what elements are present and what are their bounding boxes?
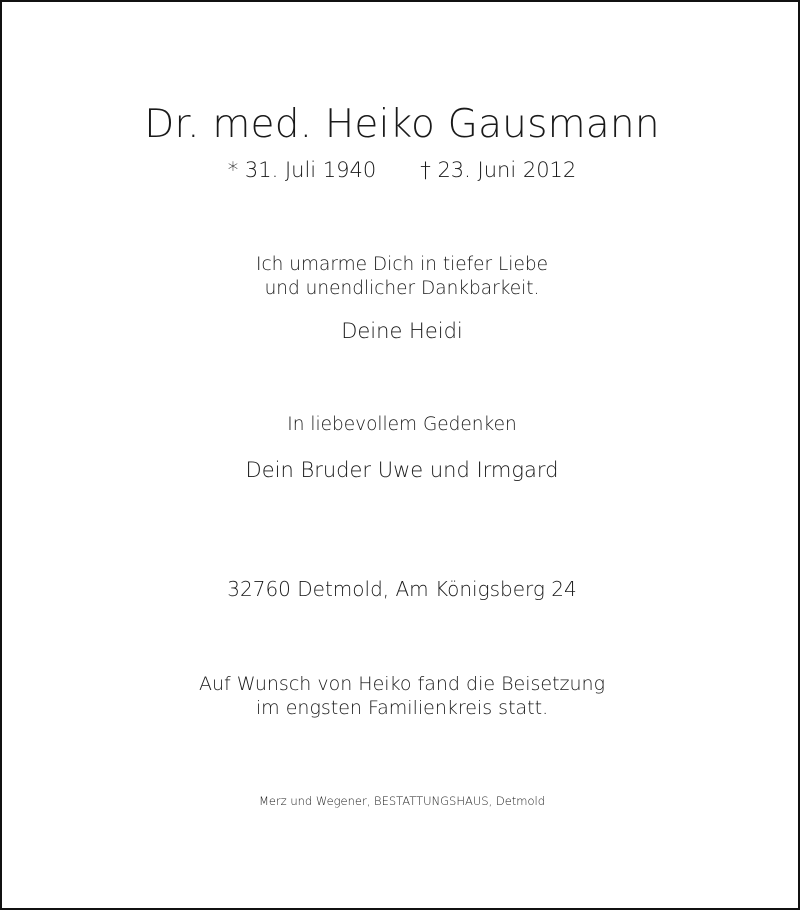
life-dates: [2, 158, 800, 182]
heidi-message-line-1: Ich umarme Dich in tiefer Liebe: [256, 254, 548, 275]
deceased-name: Dr. med. Heiko Gausmann: [144, 102, 660, 147]
family-address: 32760 Detmold, Am Königsberg 24: [227, 577, 577, 601]
heidi-message: [2, 253, 800, 301]
brother-signature: Dein Bruder Uwe und Irmgard: [245, 458, 559, 482]
burial-notice-line-2: im engsten Familienkreis statt.: [255, 697, 549, 719]
burial-notice: [2, 672, 800, 720]
funeral-home-credit: Merz und Wegener, BESTATTUNGSHAUS, Detmold: [258, 794, 546, 808]
heidi-signature: Deine Heidi: [341, 319, 463, 343]
burial-notice-line-1: Auf Wunsch von Heiko fand die Beisetzung: [198, 673, 606, 695]
birth-date: * 31. Juli 1940: [227, 158, 377, 182]
heidi-message-line-2: und unendlicher Dankbarkeit.: [264, 278, 540, 299]
death-date: † 23. Juni 2012: [420, 158, 577, 182]
brother-message-intro: In liebevollem Gedenken: [287, 414, 517, 435]
